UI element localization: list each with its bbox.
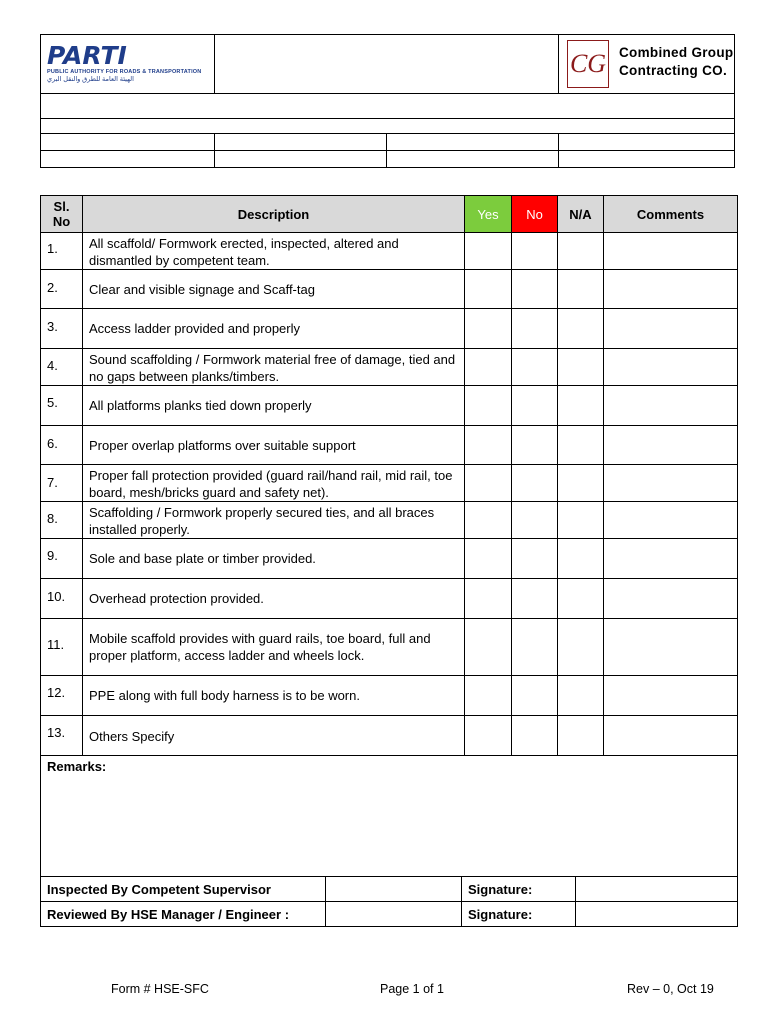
header-field-cell <box>387 151 559 168</box>
na-cell[interactable] <box>558 426 604 465</box>
no-cell[interactable] <box>512 579 558 619</box>
comments-cell[interactable] <box>604 465 738 502</box>
reviewer-signature-field[interactable] <box>576 902 738 927</box>
comments-cell[interactable] <box>604 426 738 465</box>
yes-cell[interactable] <box>465 716 512 756</box>
item-number: 7. <box>41 465 83 502</box>
inspector-signature-field[interactable] <box>576 877 738 902</box>
header-field-cell <box>387 134 559 151</box>
yes-cell[interactable] <box>465 676 512 716</box>
item-number: 9. <box>41 539 83 579</box>
comments-cell[interactable] <box>604 539 738 579</box>
item-description: All platforms planks tied down properly <box>83 386 465 426</box>
page-number: Page 1 of 1 <box>380 982 444 996</box>
revision: Rev – 0, Oct 19 <box>627 982 714 996</box>
no-cell[interactable] <box>512 465 558 502</box>
table-row <box>41 502 738 539</box>
na-cell[interactable] <box>558 465 604 502</box>
item-number: 6. <box>41 426 83 465</box>
no-cell[interactable] <box>512 233 558 270</box>
header-blank-row <box>41 94 735 119</box>
na-cell[interactable] <box>558 502 604 539</box>
remarks-cell[interactable] <box>41 756 738 877</box>
table-row <box>41 309 738 349</box>
item-description: Access ladder provided and properly <box>83 309 465 349</box>
item-description: Scaffolding / Formwork properly secured ties, and all braces installed properly. <box>83 502 465 539</box>
col-sl-no-line1: Sl. <box>53 199 70 214</box>
comments-cell[interactable] <box>604 309 738 349</box>
comments-cell[interactable] <box>604 349 738 386</box>
na-cell[interactable] <box>558 716 604 756</box>
col-sl-no-line2: No <box>52 214 71 229</box>
na-cell[interactable] <box>558 349 604 386</box>
item-number: 10. <box>41 579 83 619</box>
yes-cell[interactable] <box>465 465 512 502</box>
header-thin-row <box>41 119 735 134</box>
item-description: Sound scaffolding / Formwork material free of damage, tied and no gaps between planks/timbers. <box>83 349 465 386</box>
col-no: No <box>512 196 558 233</box>
table-row <box>41 579 738 619</box>
signature-label: Signature: <box>462 902 576 927</box>
yes-cell[interactable] <box>465 502 512 539</box>
cg-logo-emblem <box>567 40 609 88</box>
table-row <box>41 426 738 465</box>
comments-cell[interactable] <box>604 386 738 426</box>
col-yes: Yes <box>465 196 512 233</box>
item-number: 1. <box>41 233 83 270</box>
no-cell[interactable] <box>512 502 558 539</box>
item-number: 4. <box>41 349 83 386</box>
comments-cell[interactable] <box>604 676 738 716</box>
na-cell[interactable] <box>558 539 604 579</box>
header-field-cell <box>559 151 735 168</box>
parti-logo-name-ar: الهيئة العامة للطرق والنقل البري <box>47 76 134 83</box>
na-cell[interactable] <box>558 579 604 619</box>
checklist-table <box>40 195 738 877</box>
table-row <box>41 270 738 309</box>
no-cell[interactable] <box>512 386 558 426</box>
yes-cell[interactable] <box>465 349 512 386</box>
header-info-table <box>40 93 735 168</box>
form-number: Form # HSE-SFC <box>111 982 209 996</box>
yes-cell[interactable] <box>465 619 512 676</box>
signature-label: Signature: <box>462 877 576 902</box>
company-name-line1: Combined Group <box>619 45 734 60</box>
header-field-cell <box>215 151 387 168</box>
yes-cell[interactable] <box>465 309 512 349</box>
table-row <box>41 619 738 676</box>
no-cell[interactable] <box>512 676 558 716</box>
parti-logo <box>41 35 214 93</box>
item-description: Others Specify <box>83 716 465 756</box>
parti-logo-mark: PARTI <box>47 41 127 70</box>
item-number: 2. <box>41 270 83 309</box>
header-field-cell <box>215 134 387 151</box>
parti-logo-cell <box>41 35 215 94</box>
item-description: Proper fall protection provided (guard rail/hand rail, mid rail, toe board, mesh/bricks guard and safety net). <box>83 465 465 502</box>
table-row <box>41 349 738 386</box>
header-field-cell <box>559 134 735 151</box>
no-cell[interactable] <box>512 349 558 386</box>
comments-cell[interactable] <box>604 270 738 309</box>
table-row <box>41 386 738 426</box>
table-row <box>41 716 738 756</box>
remarks-label: Remarks: <box>47 759 107 774</box>
na-cell[interactable] <box>558 386 604 426</box>
yes-cell[interactable] <box>465 579 512 619</box>
item-number: 13. <box>41 716 83 756</box>
comments-cell[interactable] <box>604 579 738 619</box>
company-name-line2: Contracting CO. <box>619 63 727 78</box>
no-cell[interactable] <box>512 426 558 465</box>
comments-cell[interactable] <box>604 716 738 756</box>
col-description: Description <box>83 196 465 233</box>
cg-logo-monogram: CG <box>569 49 607 78</box>
reviewed-by-name-field[interactable] <box>326 902 462 927</box>
item-number: 12. <box>41 676 83 716</box>
na-cell[interactable] <box>558 309 604 349</box>
na-cell[interactable] <box>558 676 604 716</box>
col-sl-no <box>41 196 83 233</box>
company-name <box>619 44 733 80</box>
item-description: Sole and base plate or timber provided. <box>83 539 465 579</box>
na-cell[interactable] <box>558 270 604 309</box>
item-number: 5. <box>41 386 83 426</box>
reviewed-by-label: Reviewed By HSE Manager / Engineer : <box>41 902 326 927</box>
col-na: N/A <box>558 196 604 233</box>
item-description: Mobile scaffold provides with guard rails, toe board, full and proper platform, access ladder and wheels lock. <box>83 619 465 676</box>
item-number: 8. <box>41 502 83 539</box>
cg-logo-cell <box>559 35 735 94</box>
na-cell[interactable] <box>558 233 604 270</box>
table-row <box>41 465 738 502</box>
item-number: 3. <box>41 309 83 349</box>
no-cell[interactable] <box>512 619 558 676</box>
header-field-cell <box>41 134 215 151</box>
item-description: All scaffold/ Formwork erected, inspected, altered and dismantled by competent team. <box>83 233 465 270</box>
header-field-cell <box>41 151 215 168</box>
col-comments: Comments <box>604 196 738 233</box>
yes-cell[interactable] <box>465 233 512 270</box>
no-cell[interactable] <box>512 270 558 309</box>
na-cell[interactable] <box>558 619 604 676</box>
table-row <box>41 233 738 270</box>
header-table <box>40 34 735 94</box>
yes-cell[interactable] <box>465 386 512 426</box>
item-description: PPE along with full body harness is to be worn. <box>83 676 465 716</box>
inspected-by-name-field[interactable] <box>326 877 462 902</box>
parti-logo-name-en: PUBLIC AUTHORITY FOR ROADS & TRANSPORTATION <box>47 69 202 75</box>
table-row <box>41 539 738 579</box>
comments-cell[interactable] <box>604 233 738 270</box>
yes-cell[interactable] <box>465 426 512 465</box>
item-description: Clear and visible signage and Scaff-tag <box>83 270 465 309</box>
table-row <box>41 676 738 716</box>
item-description: Proper overlap platforms over suitable support <box>83 426 465 465</box>
item-number: 11. <box>41 619 83 676</box>
comments-cell[interactable] <box>604 502 738 539</box>
inspected-by-label: Inspected By Competent Supervisor <box>41 877 326 902</box>
no-cell[interactable] <box>512 539 558 579</box>
signoff-table <box>40 876 738 927</box>
item-description: Overhead protection provided. <box>83 579 465 619</box>
remarks-row <box>41 756 738 877</box>
header-title-cell <box>215 35 559 94</box>
no-cell[interactable] <box>512 716 558 756</box>
no-cell[interactable] <box>512 309 558 349</box>
yes-cell[interactable] <box>465 270 512 309</box>
comments-cell[interactable] <box>604 619 738 676</box>
yes-cell[interactable] <box>465 539 512 579</box>
